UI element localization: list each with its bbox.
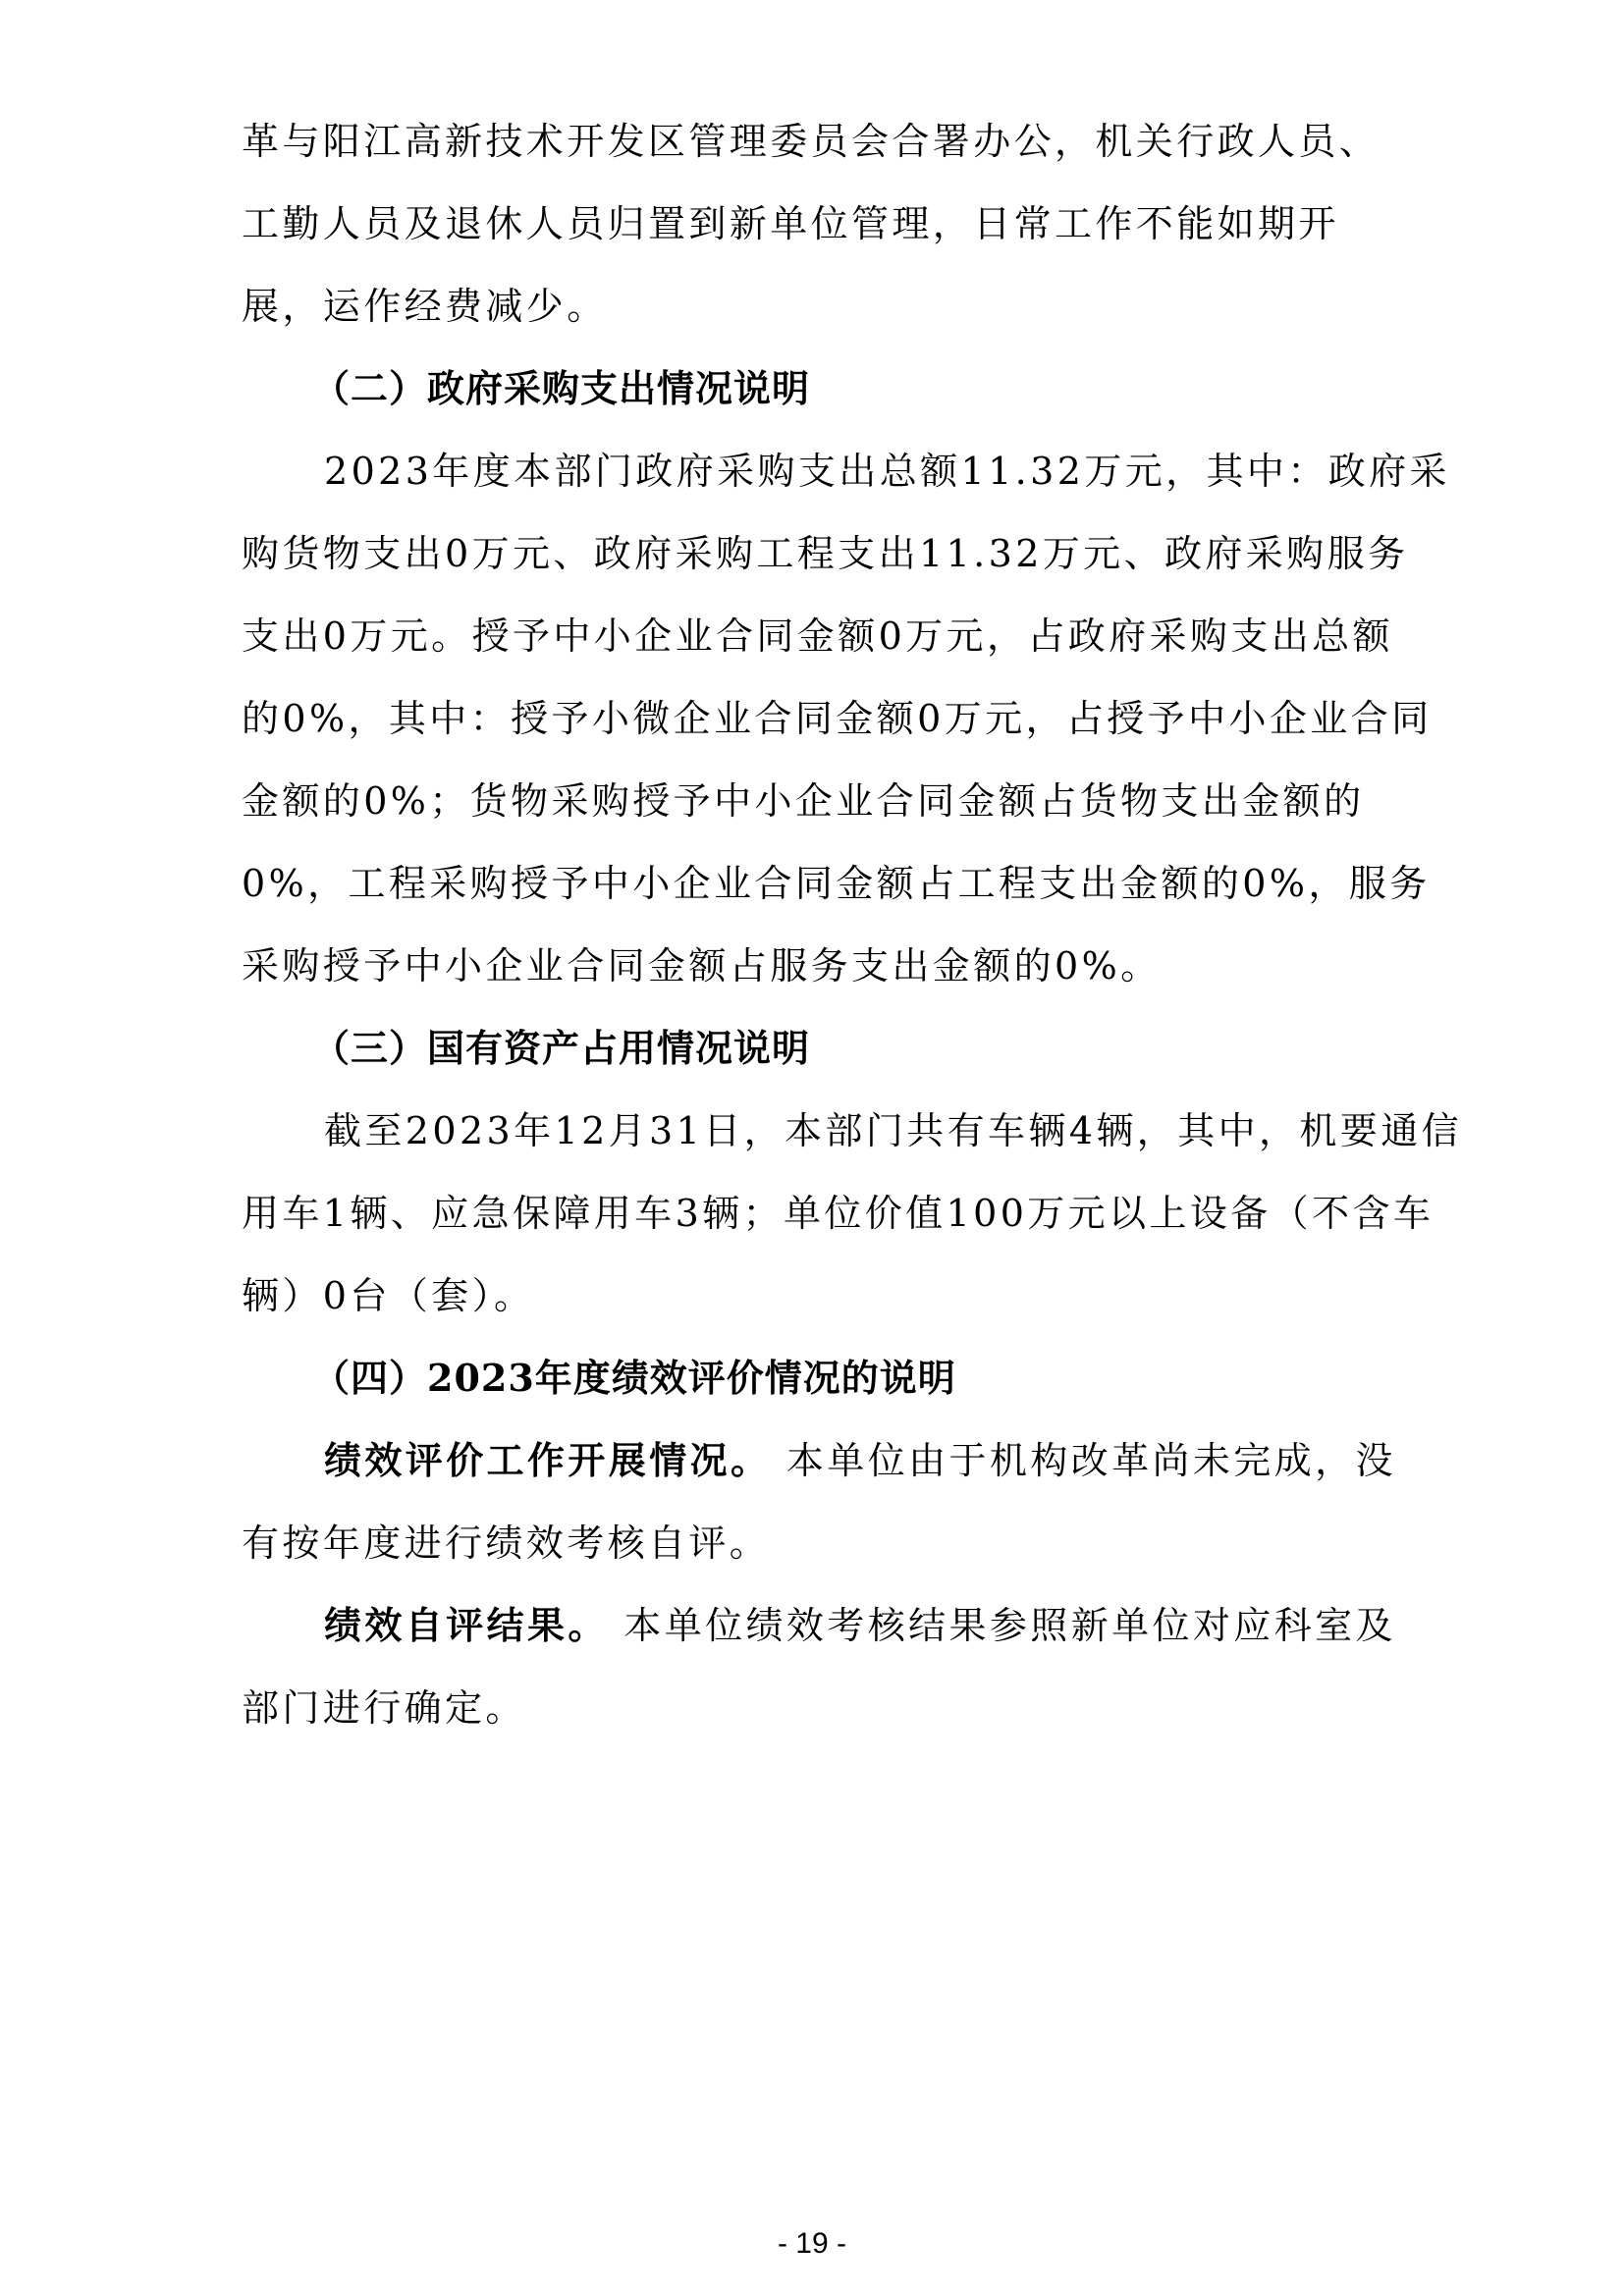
section-heading-performance: （四）2023年度绩效评价情况的说明 — [312, 1356, 956, 1400]
paragraph-line: 0%，工程采购授予中小企业合同金额占工程支出金额的0%，服务 — [242, 862, 1431, 905]
section-heading-state-assets: （三）国有资产占用情况说明 — [312, 1026, 811, 1070]
self-evaluation-text: 本单位绩效考核结果参照新单位对应科室及 — [623, 1604, 1396, 1647]
paragraph-line: 有按年度进行绩效考核自评。 — [242, 1522, 771, 1565]
paragraph-line: 革与阳江高新技术开发区管理委员会合署办公，机关行政人员、 — [242, 120, 1380, 163]
paragraph-line: 展，运作经费减少。 — [242, 285, 608, 328]
paragraph-line: 截至2023年12月31日，本部门共有车辆4辆，其中，机要通信 — [324, 1109, 1462, 1152]
section-heading-procurement: （二）政府采购支出情况说明 — [312, 366, 811, 410]
performance-work-label: 绩效评价工作开展情况。 — [324, 1438, 772, 1482]
paragraph-line: 工勤人员及退休人员归置到新单位管理，日常工作不能如期开 — [242, 202, 1339, 245]
self-evaluation-label: 绩效自评结果。 — [324, 1603, 609, 1647]
performance-work-paragraph — [324, 1437, 1492, 1484]
performance-work-text: 本单位由于机构改革尚未完成，没 — [785, 1439, 1396, 1482]
paragraph-line: 的0%，其中：授予小微企业合同金额0万元，占授予中小企业合同 — [242, 697, 1433, 740]
paragraph-line: 2023年度本部门政府采购支出总额11.32万元，其中：政府采 — [324, 450, 1450, 493]
paragraph-line: 购货物支出0万元、政府采购工程支出11.32万元、政府采购服务 — [242, 532, 1409, 575]
paragraph-line: 用车1辆、应急保障用车3辆；单位价值100万元以上设备（不含车 — [242, 1192, 1435, 1235]
paragraph-line: 辆）0台（套）。 — [242, 1274, 535, 1317]
page-number: - 19 - — [777, 2227, 847, 2260]
self-evaluation-paragraph — [324, 1602, 1492, 1649]
paragraph-line: 部门进行确定。 — [242, 1686, 526, 1730]
paragraph-line: 金额的0%；货物采购授予中小企业合同金额占货物支出金额的 — [242, 779, 1365, 823]
paragraph-line: 支出0万元。授予中小企业合同金额0万元，占政府采购支出总额 — [242, 614, 1393, 658]
paragraph-line: 采购授予中小企业合同金额占服务支出金额的0%。 — [242, 944, 1162, 988]
